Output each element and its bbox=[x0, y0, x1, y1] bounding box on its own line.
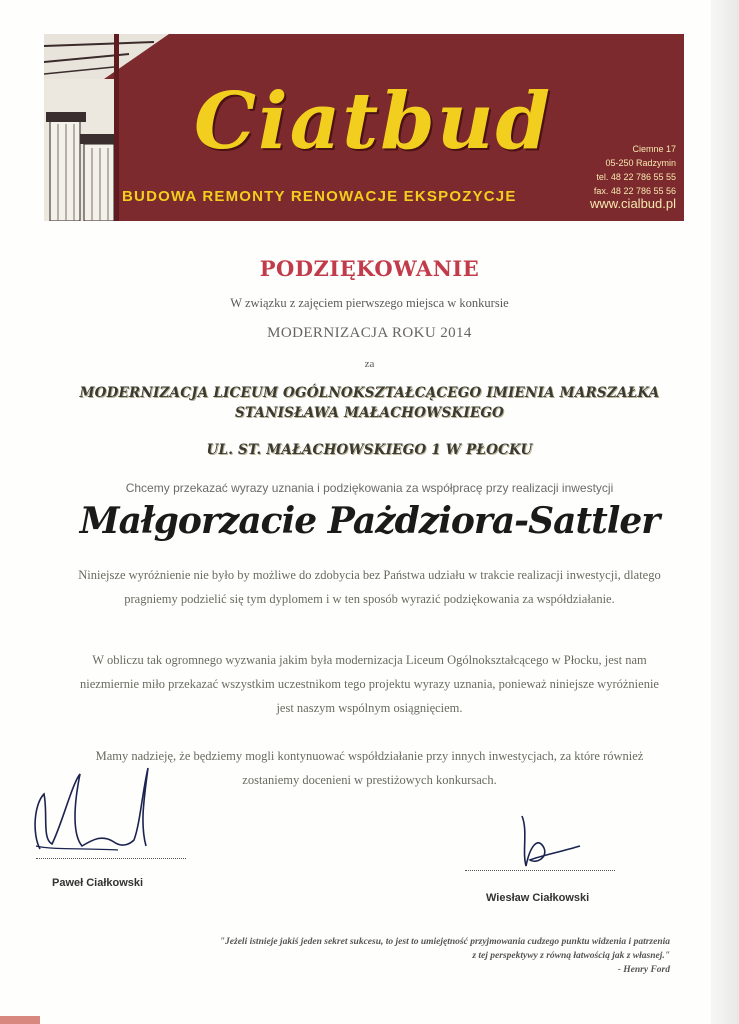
recipient-name: Małgorzacie Pażdziora-Sattler bbox=[79, 500, 660, 542]
intro-text: W związku z zajęciem pierwszego miejsca w konkursie bbox=[230, 296, 509, 310]
quote-line: "Jeżeli istnieje jakiś jeden sekret sukcesu, to jest to umiejętność przyjmowania cudzego punktu widzenia i patrzenia bbox=[219, 937, 670, 947]
contact-line: tel. 48 22 786 55 55 bbox=[596, 172, 676, 182]
quote-author: - Henry Ford bbox=[617, 965, 670, 975]
company-website: www.cialbud.pl bbox=[590, 196, 676, 211]
signatory-name-right: Wiesław Ciałkowski bbox=[486, 892, 590, 904]
company-banner bbox=[44, 34, 684, 221]
paragraph-line: niezmiernie miło przekazać wszystkim uczestnikom tego projektu wyrazy uznania, ponieważ niniejsze wyróżnienie bbox=[80, 677, 659, 691]
project-title-line: STANISŁAWA MAŁACHOWSKIEGO bbox=[234, 405, 505, 421]
paragraph-line: pragniemy podzielić się tym dyplomem i w ten sposób wyrazić podziękowania za współdziałanie. bbox=[124, 592, 615, 606]
signatory-name-left: Paweł Ciałkowski bbox=[52, 877, 144, 889]
paragraph-line: W obliczu tak ogromnego wyzwania jakim była modernizacja Liceum Ogólnokształcącego w Płocku, jest nam bbox=[92, 653, 647, 667]
signature-line-left bbox=[36, 858, 186, 859]
for-text: za bbox=[364, 358, 375, 370]
quote-line: z tej perspektywy z równą łatwością jak z własnej." bbox=[472, 951, 670, 961]
paragraph-line: zostaniemy docenieni w prestiżowych konkursach. bbox=[242, 773, 497, 787]
motto-quote bbox=[150, 935, 670, 977]
contest-name: MODERNIZACJA ROKU 2014 bbox=[267, 325, 472, 341]
paragraph bbox=[20, 648, 719, 720]
paragraph bbox=[20, 563, 719, 611]
project-address: UL. ST. MAŁACHOWSKIEGO 1 W PŁOCKU bbox=[206, 442, 533, 458]
page-corner-mark bbox=[0, 1016, 40, 1024]
signature-line-right bbox=[465, 870, 615, 871]
company-services: BUDOWA REMONTY RENOWACJE EKSPOZYCJE bbox=[122, 188, 517, 205]
company-logo-wordmark: Ciatbud bbox=[194, 76, 553, 167]
contact-line: Ciemne 17 bbox=[632, 144, 676, 154]
document-title: PODZIĘKOWANIE bbox=[259, 256, 480, 281]
contact-line: fax. 48 22 786 55 56 bbox=[593, 186, 676, 196]
company-contact bbox=[556, 142, 676, 198]
thanks-text: Chcemy przekazać wyrazy uznania i podziękowania za współpracę przy realizacji inwestycji bbox=[125, 481, 614, 495]
project-title-line: MODERNIZACJA LICEUM OGÓLNOKSZTAŁCĄCEGO IMIENIA MARSZAŁKA bbox=[79, 385, 660, 401]
paragraph-line: Niniejsze wyróżnienie nie było by możliwe do zdobycia bez Państwa udziału w trakcie realizacji inwestycji, dlatego bbox=[78, 568, 661, 582]
paragraph-line: Mamy nadzieję, że będziemy mogli kontynuować współdziałanie przy innych inwestycjach, za które również bbox=[95, 749, 644, 763]
contact-line: 05-250 Radzymin bbox=[605, 158, 676, 168]
paragraph-line: jest naszym wspólnym osiągnięciem. bbox=[276, 701, 463, 715]
